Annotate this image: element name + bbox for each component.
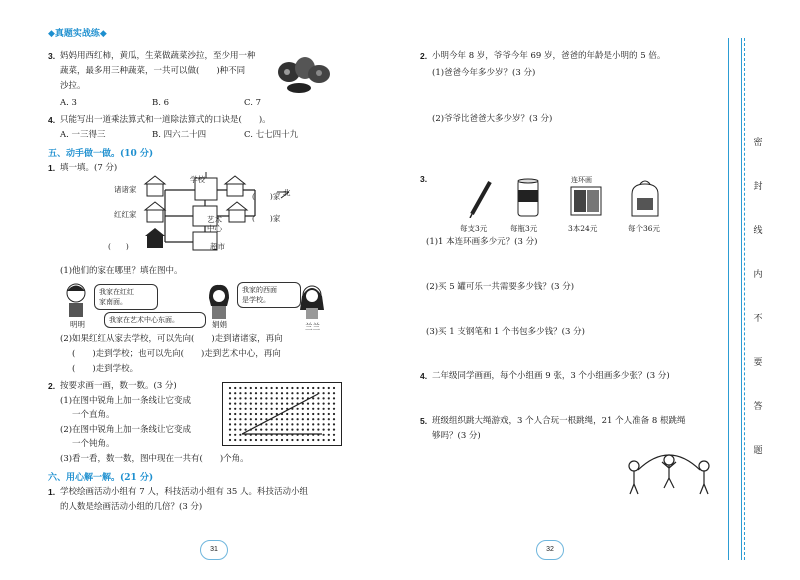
- grid-dot: [291, 387, 293, 389]
- grid-dot: [265, 397, 267, 399]
- section-title: 五、动手做一做。(10 分): [48, 149, 154, 159]
- map-blank-home: ( )家: [252, 192, 281, 201]
- grid-dot: [328, 429, 330, 431]
- grid-dot: [234, 408, 236, 410]
- grid-dot: [276, 408, 278, 410]
- grid-dot: [323, 397, 325, 399]
- grid-dot: [307, 418, 309, 420]
- grid-dot: [245, 413, 247, 415]
- question-number: 3.: [48, 51, 56, 61]
- grid-dot: [328, 392, 330, 394]
- grid-dot: [302, 429, 304, 431]
- grid-dot: [312, 418, 314, 420]
- question-text: 按要求画一画，数一数。(3 分): [60, 381, 177, 391]
- comic-title: 连环画: [571, 176, 592, 184]
- grid-dot: [333, 429, 335, 431]
- grid-dot: [302, 418, 304, 420]
- grid-dot: [281, 439, 283, 441]
- seal-char: 题: [753, 446, 763, 456]
- grid-dot: [312, 408, 314, 410]
- grid-dot: [297, 418, 299, 420]
- grid-dot: [271, 392, 273, 394]
- map-label-school: 学校: [190, 175, 205, 184]
- grid-dot: [328, 434, 330, 436]
- option-b: B. 6: [152, 98, 170, 108]
- grid-dot: [297, 387, 299, 389]
- grid-dot: [255, 439, 257, 441]
- question-text: 班级组织跳大绳游戏，3 个人合玩一根跳绳，21 个人准备 8 根跳绳: [432, 416, 686, 426]
- map-blank: ( ): [108, 242, 129, 251]
- grid-dot: [323, 413, 325, 415]
- page-number: 31: [200, 540, 228, 560]
- girl-icon: [298, 284, 326, 320]
- boy-icon: [62, 282, 90, 318]
- grid-dot: [276, 423, 278, 425]
- question-number: 4.: [420, 371, 428, 381]
- map-label-zhu-home: 诸诸家: [114, 185, 137, 194]
- seal-char: 线: [753, 226, 763, 236]
- grid-dot: [312, 413, 314, 415]
- question-text: 学校绘画活动小组有 7 人，科技活动小组有 35 人。科技活动小组: [60, 487, 309, 497]
- grid-dot: [286, 439, 288, 441]
- grid-dot: [297, 413, 299, 415]
- grid-dot: [286, 418, 288, 420]
- grid-dot: [265, 429, 267, 431]
- grid-dot: [307, 413, 309, 415]
- grid-dot: [291, 439, 293, 441]
- grid-dot: [297, 423, 299, 425]
- price-label: 每瓶3元: [510, 224, 538, 233]
- grid-dot: [281, 418, 283, 420]
- grid-dot: [271, 439, 273, 441]
- grid-dot: [317, 408, 319, 410]
- grid-dot: [323, 387, 325, 389]
- grid-dot: [291, 418, 293, 420]
- price-label: 3本24元: [568, 224, 598, 233]
- question-text: 小明今年 8 岁，爷爷今年 69 岁，爸爸的年龄是小明的 5 倍。: [432, 51, 666, 61]
- question-text: (1)他们的家在哪里？填在图中。: [60, 266, 183, 276]
- speech-bubble: 我家的西面 是学校。: [237, 282, 301, 308]
- grid-dot: [229, 423, 231, 425]
- grid-dot: [239, 413, 241, 415]
- grid-dot: [239, 418, 241, 420]
- grid-dot: [229, 418, 231, 420]
- grid-dot: [286, 413, 288, 415]
- question-text: (1)爸爸今年多少岁？(3 分): [432, 68, 536, 78]
- question-text: (2)在图中锐角上加一条线让它变成: [60, 425, 192, 435]
- question-text: (1)在图中锐角上加一条线让它变成: [60, 396, 192, 406]
- question-number: 4.: [48, 115, 56, 125]
- grid-dot: [328, 423, 330, 425]
- map-label-market: 超市: [210, 242, 225, 251]
- grid-dot: [312, 439, 314, 441]
- grid-dot: [260, 413, 262, 415]
- grid-dot: [245, 418, 247, 420]
- grid-dot: [281, 429, 283, 431]
- grid-dot: [265, 418, 267, 420]
- grid-dot: [271, 423, 273, 425]
- question-number: 1.: [48, 163, 56, 173]
- grid-dot: [229, 408, 231, 410]
- question-text: 妈妈用西红柿，黄瓜，生菜做蔬菜沙拉，至少用一种: [60, 51, 256, 61]
- price-label: 每支3元: [460, 224, 488, 233]
- grid-dot: [245, 403, 247, 405]
- grid-dot: [276, 387, 278, 389]
- question-number: 2.: [420, 51, 428, 61]
- grid-dot: [234, 418, 236, 420]
- question-number: 1.: [48, 487, 56, 497]
- grid-dot: [323, 392, 325, 394]
- grid-dot: [229, 439, 231, 441]
- question-text: (2)买 5 罐可乐一共需要多少钱？(3 分): [426, 282, 575, 292]
- grid-dot: [234, 439, 236, 441]
- grid-dot: [229, 413, 231, 415]
- grid-dot: [265, 392, 267, 394]
- grid-dot: [323, 434, 325, 436]
- comic-books-icon: [570, 186, 604, 218]
- grid-dot: [307, 429, 309, 431]
- grid-dot: [317, 397, 319, 399]
- grid-dot: [229, 434, 231, 436]
- option-c: C. 七七四十九: [244, 130, 299, 140]
- grid-dot: [302, 392, 304, 394]
- grid-dot: [302, 439, 304, 441]
- seal-char: 密: [753, 138, 763, 148]
- question-number: 3.: [420, 174, 428, 184]
- grid-dot: [234, 413, 236, 415]
- grid-dot: [333, 397, 335, 399]
- question-text: 只能写出一道乘法算式和一道除法算式的口诀是( )。: [60, 115, 271, 125]
- question-text: 的人数是绘画活动小组的几倍？(3 分): [60, 502, 203, 512]
- grid-dot: [245, 408, 247, 410]
- grid-dot: [229, 397, 231, 399]
- speech-bubble: 我家在艺术中心东面。: [104, 312, 206, 328]
- grid-dot: [281, 423, 283, 425]
- grid-dot: [260, 418, 262, 420]
- jump-rope-kids-icon: [624, 446, 714, 498]
- page-number: 32: [536, 540, 564, 560]
- grid-dot: [255, 418, 257, 420]
- grid-dot: [260, 387, 262, 389]
- grid-dot: [323, 403, 325, 405]
- grid-dot: [333, 418, 335, 420]
- grid-dot: [229, 387, 231, 389]
- grid-dot: [250, 423, 252, 425]
- grid-dot: [307, 403, 309, 405]
- grid-dot: [317, 429, 319, 431]
- character-name: 明明: [70, 320, 85, 329]
- grid-dot: [255, 429, 257, 431]
- grid-dot: [333, 387, 335, 389]
- grid-dot: [312, 387, 314, 389]
- grid-dot: [302, 413, 304, 415]
- grid-dot: [229, 403, 231, 405]
- cola-can-icon: [516, 178, 540, 218]
- grid-dot: [333, 403, 335, 405]
- grid-dot: [291, 413, 293, 415]
- grid-dot: [260, 392, 262, 394]
- grid-dot: [234, 403, 236, 405]
- grid-dot: [239, 392, 241, 394]
- grid-dot: [265, 413, 267, 415]
- grid-dot: [239, 403, 241, 405]
- grid-dot: [297, 397, 299, 399]
- grid-dot: [271, 397, 273, 399]
- seal-char: 内: [753, 270, 763, 280]
- grid-dot: [333, 439, 335, 441]
- grid-dot: [250, 413, 252, 415]
- grid-dot: [281, 392, 283, 394]
- seal-char: 不: [753, 314, 763, 324]
- grid-dot: [239, 434, 241, 436]
- grid-dot: [281, 397, 283, 399]
- grid-dot: [250, 392, 252, 394]
- character-name: 兰兰: [305, 322, 320, 331]
- grid-dot: [281, 408, 283, 410]
- grid-dot: [260, 408, 262, 410]
- grid-dot: [265, 423, 267, 425]
- grid-dot: [234, 397, 236, 399]
- grid-dot: [229, 392, 231, 394]
- grid-dot: [271, 413, 273, 415]
- grid-dot: [255, 408, 257, 410]
- grid-dot: [333, 408, 335, 410]
- grid-dot: [286, 429, 288, 431]
- seal-line: [744, 38, 759, 560]
- speech-bubble: 我家在红红 家南面。: [94, 284, 158, 310]
- question-text: 一个钝角。: [72, 439, 115, 449]
- grid-dot: [286, 423, 288, 425]
- map-blank-home: ( )家: [252, 214, 281, 223]
- question-text: 蔬菜，最多用三种蔬菜，一共可以做( )种不同: [60, 66, 246, 76]
- grid-dot: [250, 418, 252, 420]
- question-text: (2)如果红红从家去学校，可以先向( )走到诸诸家，再向: [60, 334, 283, 344]
- grid-dot: [239, 429, 241, 431]
- question-text: ( )走到学校；也可以先向( )走到艺术中心，再向: [72, 349, 281, 359]
- seal-char: 答: [753, 402, 763, 412]
- section-title: 六、用心解一解。(21 分): [48, 473, 154, 483]
- question-number: 2.: [48, 381, 56, 391]
- grid-dot: [234, 423, 236, 425]
- grid-dot: [276, 439, 278, 441]
- grid-dot: [312, 397, 314, 399]
- question-text: 够吗？(3 分): [432, 431, 481, 441]
- grid-dot: [297, 429, 299, 431]
- character-name: 娟娟: [212, 320, 227, 329]
- grid-dot: [265, 439, 267, 441]
- grid-dot: [312, 392, 314, 394]
- grid-dot: [276, 418, 278, 420]
- grid-dot: [307, 408, 309, 410]
- grid-dot: [307, 439, 309, 441]
- grid-dot: [297, 392, 299, 394]
- question-text: (3)看一看，数一数，图中现在一共有( )个角。: [60, 454, 249, 464]
- grid-dot: [271, 429, 273, 431]
- grid-dot: [260, 403, 262, 405]
- question-text: 二年级同学画画，每个小组画 9 张，3 个小组画多少张？(3 分): [432, 371, 670, 381]
- grid-dot: [234, 434, 236, 436]
- grid-dot: [265, 387, 267, 389]
- grid-dot: [239, 408, 241, 410]
- grid-dot: [276, 403, 278, 405]
- price-label: 每个36元: [628, 224, 661, 233]
- grid-dot: [286, 387, 288, 389]
- grid-dot: [260, 429, 262, 431]
- grid-dot: [255, 413, 257, 415]
- grid-dot: [302, 387, 304, 389]
- grid-dot: [286, 392, 288, 394]
- grid-dot: [255, 392, 257, 394]
- grid-dot: [281, 403, 283, 405]
- grid-dot: [250, 439, 252, 441]
- grid-dot: [250, 403, 252, 405]
- compass-north: 北: [283, 188, 291, 197]
- map-label-hong-home: 红红家: [114, 210, 137, 219]
- grid-dot: [281, 387, 283, 389]
- seal-char: 封: [753, 182, 763, 192]
- grid-dot: [286, 397, 288, 399]
- grid-dot: [302, 408, 304, 410]
- girl-icon: [205, 284, 233, 320]
- question-text: 沙拉。: [60, 81, 86, 91]
- grid-dot: [323, 423, 325, 425]
- seal-border: [728, 38, 742, 560]
- grid-dot: [239, 439, 241, 441]
- grid-dot: [297, 408, 299, 410]
- vegetables-icon: [275, 52, 335, 100]
- grid-dot: [291, 423, 293, 425]
- grid-dot: [250, 387, 252, 389]
- grid-dot: [317, 418, 319, 420]
- grid-dot: [239, 397, 241, 399]
- grid-dot: [323, 408, 325, 410]
- grid-dot: [271, 387, 273, 389]
- grid-dot: [255, 397, 257, 399]
- grid-dot: [255, 423, 257, 425]
- grid-dot: [239, 387, 241, 389]
- grid-dot: [265, 403, 267, 405]
- grid-dot: [276, 429, 278, 431]
- grid-dot: [245, 429, 247, 431]
- grid-dot: [312, 403, 314, 405]
- grid-dot: [323, 429, 325, 431]
- grid-dot: [229, 429, 231, 431]
- question-text: (2)爷爷比爸爸大多少岁？(3 分): [432, 114, 553, 124]
- grid-dot: [291, 429, 293, 431]
- dot-grid: [222, 382, 342, 446]
- grid-dot: [323, 439, 325, 441]
- grid-dot: [245, 423, 247, 425]
- grid-dot: [245, 439, 247, 441]
- grid-dot: [234, 392, 236, 394]
- question-text: (1)1 本连环画多少元？(3 分): [426, 237, 538, 247]
- seal-char: 要: [753, 358, 763, 368]
- grid-dot: [271, 403, 273, 405]
- grid-dot: [317, 403, 319, 405]
- question-text: (3)买 1 支钢笔和 1 个书包多少钱？(3 分): [426, 327, 585, 337]
- grid-dot: [265, 408, 267, 410]
- grid-dot: [234, 387, 236, 389]
- grid-dot: [328, 397, 330, 399]
- grid-dot: [255, 387, 257, 389]
- grid-dot: [317, 413, 319, 415]
- grid-dot: [291, 397, 293, 399]
- map-label-art-center: 艺术 中心: [207, 215, 222, 233]
- option-b: B. 四六二十四: [152, 130, 207, 140]
- grid-dot: [250, 397, 252, 399]
- grid-dot: [307, 392, 309, 394]
- grid-dot: [245, 397, 247, 399]
- option-a: A. 3: [60, 98, 77, 108]
- grid-dot: [333, 434, 335, 436]
- grid-dot: [328, 403, 330, 405]
- grid-dot: [317, 423, 319, 425]
- grid-dot: [333, 423, 335, 425]
- grid-dot: [333, 392, 335, 394]
- grid-dot: [255, 403, 257, 405]
- grid-dot: [297, 439, 299, 441]
- grid-dot: [328, 413, 330, 415]
- grid-dot: [328, 418, 330, 420]
- grid-dot: [323, 418, 325, 420]
- grid-dot: [291, 403, 293, 405]
- grid-dot: [260, 439, 262, 441]
- grid-dot: [276, 392, 278, 394]
- grid-dot: [302, 397, 304, 399]
- question-text: 填一填。(7 分): [60, 163, 118, 173]
- grid-dot: [328, 387, 330, 389]
- grid-dot: [245, 392, 247, 394]
- grid-dot: [245, 387, 247, 389]
- grid-dot: [239, 423, 241, 425]
- grid-dot: [276, 397, 278, 399]
- grid-dot: [312, 429, 314, 431]
- option-c: C. 7: [244, 98, 262, 108]
- pen-icon: [466, 178, 496, 218]
- question-number: 5.: [420, 416, 428, 426]
- grid-dot: [250, 408, 252, 410]
- grid-dot: [260, 397, 262, 399]
- section-banner: ◆真题实战练◆: [48, 29, 107, 39]
- grid-dot: [328, 439, 330, 441]
- grid-dot: [317, 439, 319, 441]
- grid-dot: [286, 403, 288, 405]
- grid-dot: [307, 423, 309, 425]
- grid-dot: [333, 413, 335, 415]
- schoolbag-icon: [628, 180, 662, 218]
- question-text: 一个直角。: [72, 410, 115, 420]
- grid-dot: [302, 423, 304, 425]
- grid-dot: [307, 387, 309, 389]
- question-text: ( )走到学校。: [72, 364, 139, 374]
- grid-dot: [312, 423, 314, 425]
- option-a: A. 一三得三: [60, 130, 106, 140]
- grid-dot: [271, 408, 273, 410]
- grid-dot: [234, 429, 236, 431]
- grid-dot: [317, 387, 319, 389]
- grid-dot: [328, 408, 330, 410]
- grid-dot: [291, 392, 293, 394]
